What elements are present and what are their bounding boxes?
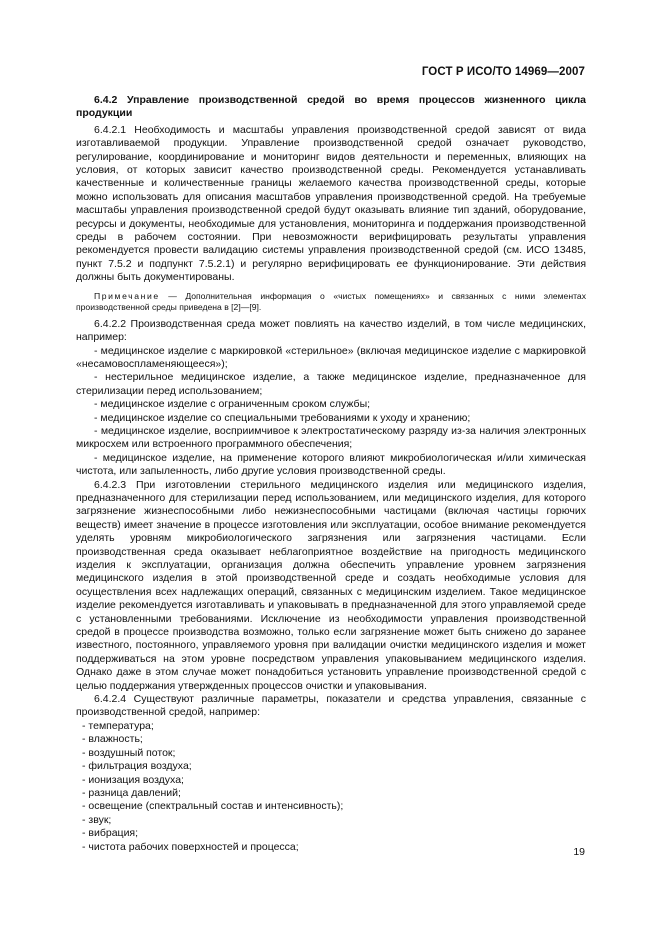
list-item: - фильтрация воздуха; [82,760,192,773]
list-item: - воздушный поток; [82,746,176,759]
paragraph-6-4-2-3: 6.4.2.3 При изготовлении стерильного медицинского изделия или медицинского изделия, предназначенного для стерилизации перед использованием, или медицинского изделия, для которого загрязнение жизнеспособными либо нежизнеспособными частицами (включая частицы горючих веществ) имеет значение в процессе изготовления или эксплуатации, особое внимание рекомендуется уделять уровням микробиологического загрязнения или загрязнения частицами. Если производственная среда оказывает неблагоприятное воздействие на пригодность медицинского изделия к эксплуатации, организация должна обеспечить управление уровнем загрязнения медицинского изделия в этой производственной среде и создать необходимые условия для осуществления всех надлежащих операций, связанных с медицинским изделием. Такое медицинское изделие рекомендуется изготавливать и упаковывать в предназначенной для этого управляемой среде с установленными требованиями. Исключение из необходимости управления производственной средой в процессе производства возможно, только если загрязнение может быть снижено до заранее известного, постоянного, управляемого уровня при валидации очистки медицинского изделия и может поддерживаться на этом уровне посредством управления упаковыванием медицинского изделия. Однако даже в этом случае может понадобиться установить управление производственной средой с целью поддержания утвержденных процессов очистки и упаковывания. [76,478,586,692]
page-number: 19 [573,846,585,858]
parameter-list [76,720,586,854]
note-text: — Дополнительная информация о «чистых помещениях» и связанных с ними элементах производственной среды приведена в [2]—[9]. [76,290,586,313]
list-item: - медицинское изделие, восприимчивое к электростатическому разряду из-за наличия электронных микросхем или встроенного программного обеспечения; [76,424,586,451]
list-item: - разница давлений; [82,786,181,799]
list-item: - чистота рабочих поверхностей и процесса; [82,840,299,853]
paragraph-6-4-2-2: 6.4.2.2 Производственная среда может повлиять на качество изделий, в том числе медицинских, например: [76,317,586,344]
list-item: - освещение (спектральный состав и интенсивность); [82,800,344,813]
list-item: - температура; [82,719,154,732]
list-item: - медицинское изделие с маркировкой «стерильное» (включая медицинское изделие с маркировкой «несамовоспламеняющееся»); [76,344,586,370]
standard-header: ГОСТ Р ИСО/ТО 14969—2007 [421,66,585,78]
list-item: - нестерильное медицинское изделие, а также медицинское изделие, предназначенное для стерилизации перед использованием; [76,371,586,397]
list-item: - медицинское изделие, на применение которого влияют микробиологическая и/или химическая чистота, или запыленность, либо другие условия производственной среды. [76,451,586,478]
page-content [76,94,586,854]
list-item: - влажность; [82,733,143,746]
section-title: 6.4.2 Управление производственной средой во время процессов жизненного цикла продукции [76,94,586,120]
list-item: - ионизация воздуха; [82,773,184,786]
note [76,291,586,314]
paragraph-6-4-2-4: 6.4.2.4 Существуют различные параметры, показатели и средства управления, связанные с производственной средой, например: [76,693,586,719]
paragraph-6-4-2-1: 6.4.2.1 Необходимость и масштабы управления производственной средой зависят от вида изготавливаемой продукции. Управление производственной средой означает руководство, регулирование, координирование и мониторинг видов деятельности и переменных, влияющих на условия, от которых зависит качество производственной среды. Рекомендуется устанавливать качественные и количественные границы желаемого качества производственной среды, которые можно использовать для описания масштабов управления производственной средой. На требуемые масштабы управления производственной средой будут оказывать влияние тип зданий, оборудование, ресурсы и документы, необходимые для установления, мониторинга и поддержания производственной среды в рабочем состоянии. При невозможности верифицировать результаты управления рекомендуется провести валидацию системы управления производственной средой (см. ИСО 13485, пункт 7.5.2 и подпункт 7.5.2.1) и регулярно верифицировать ее функционирование. Эти действия должны быть документированы. [76,123,586,284]
note-label: Примечание [94,290,160,301]
list-item: - медицинское изделие с ограниченным сроком службы; [94,398,371,411]
list-item: - медицинское изделие со специальными требованиями к уходу и хранению; [94,411,471,424]
list-item: - звук; [82,813,112,826]
list-item: - вибрация; [82,827,139,840]
